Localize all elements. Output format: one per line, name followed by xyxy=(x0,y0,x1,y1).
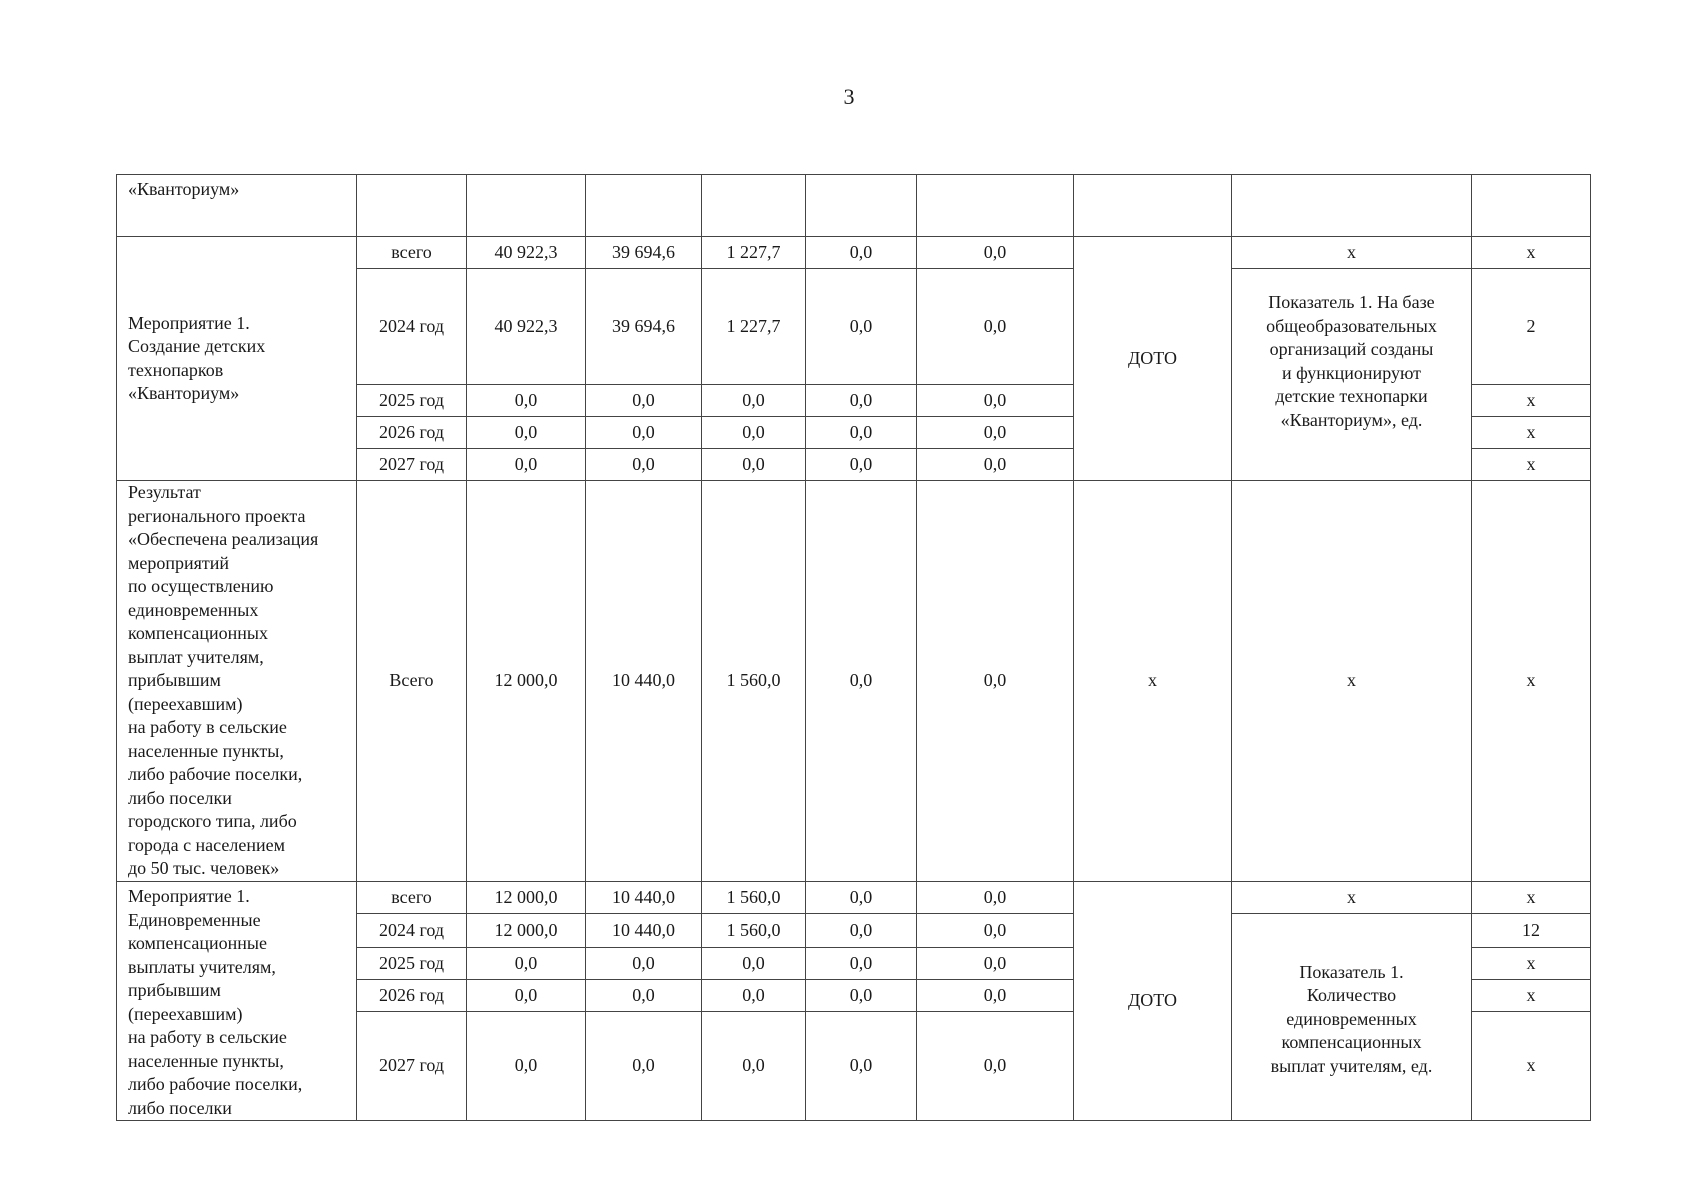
cell-value: 1 560,0 xyxy=(702,914,806,948)
cell-value: 0,0 xyxy=(586,385,702,417)
table-row xyxy=(117,882,1591,914)
cell-value: 0,0 xyxy=(917,980,1074,1012)
cell-period: 2025 год xyxy=(357,948,467,980)
cell-value: 0,0 xyxy=(467,980,586,1012)
cell-period: 2027 год xyxy=(357,449,467,481)
cell-value: 0,0 xyxy=(467,948,586,980)
cell-value: 0,0 xyxy=(702,385,806,417)
cell-period: 2024 год xyxy=(357,269,467,385)
cell-indicator-value: х xyxy=(1472,481,1591,882)
cell-value: 0,0 xyxy=(702,1012,806,1121)
cell-indicator-value: 12 xyxy=(1472,914,1591,948)
cell-period: 2025 год xyxy=(357,385,467,417)
cell-value: 0,0 xyxy=(917,269,1074,385)
cell-value: 0,0 xyxy=(702,417,806,449)
cell-value: 1 560,0 xyxy=(702,882,806,914)
cell-value: 0,0 xyxy=(467,385,586,417)
page-number: 3 xyxy=(843,84,855,109)
cell-value: 0,0 xyxy=(467,1012,586,1121)
cell-value: 40 922,3 xyxy=(467,269,586,385)
cell-value: 0,0 xyxy=(806,449,917,481)
cell-value: 1 227,7 xyxy=(702,237,806,269)
cell-period: 2027 год xyxy=(357,1012,467,1121)
cell-value: 0,0 xyxy=(806,481,917,882)
cell-value: 0,0 xyxy=(917,237,1074,269)
cell-value: 0,0 xyxy=(586,1012,702,1121)
cell-value: 39 694,6 xyxy=(586,269,702,385)
cell-value: 12 000,0 xyxy=(467,914,586,948)
cell-executor: ДОТО xyxy=(1074,237,1232,481)
cell-indicator-value: х xyxy=(1472,449,1591,481)
cell-indicator-value: х xyxy=(1472,417,1591,449)
cell-value: 0,0 xyxy=(917,417,1074,449)
cell-indicator-value: х xyxy=(1472,1012,1591,1121)
cell-value: 0,0 xyxy=(806,269,917,385)
cell-executor: х xyxy=(1074,481,1232,882)
cell-value: 10 440,0 xyxy=(586,914,702,948)
cell-indicator-value: х xyxy=(1472,948,1591,980)
cell-indicator-value: х xyxy=(1472,385,1591,417)
cell-value: 0,0 xyxy=(586,980,702,1012)
cell-value: 0,0 xyxy=(917,914,1074,948)
cell-period: Всего xyxy=(357,481,467,882)
cell-value: 0,0 xyxy=(917,449,1074,481)
cell-value: 0,0 xyxy=(702,449,806,481)
cell-indicator: х xyxy=(1232,237,1472,269)
cell-indicator: х xyxy=(1232,481,1472,882)
cell-indicator-value: х xyxy=(1472,882,1591,914)
cell-value: 12 000,0 xyxy=(467,882,586,914)
cell-indicator: х xyxy=(1232,882,1472,914)
cell-value: 0,0 xyxy=(806,948,917,980)
cell-value: 0,0 xyxy=(917,948,1074,980)
cell-continuation-name: «Кванториум» xyxy=(117,175,357,237)
cell-value: 10 440,0 xyxy=(586,882,702,914)
cell-value: 0,0 xyxy=(586,417,702,449)
cell-value: 12 000,0 xyxy=(467,481,586,882)
cell-indicator-value: х xyxy=(1472,237,1591,269)
table-row-result xyxy=(117,481,1591,882)
cell-period: 2024 год xyxy=(357,914,467,948)
cell-value: 0,0 xyxy=(586,948,702,980)
cell-indicator-value: х xyxy=(1472,980,1591,1012)
cell-indicator-value: 2 xyxy=(1472,269,1591,385)
cell-value: 0,0 xyxy=(702,980,806,1012)
cell-value: 39 694,6 xyxy=(586,237,702,269)
cell-value: 0,0 xyxy=(917,481,1074,882)
cell-activity-name: Мероприятие 1. Единовременные компенсационные выплаты учителям, прибывшим (переехавшим) на работу в сельские населенные пункты, либо рабочие поселки, либо поселки xyxy=(117,882,357,1121)
cell-indicator: Показатель 1. Количество единовременных компенсационных выплат учителям, ед. xyxy=(1232,914,1472,1121)
cell-value: 0,0 xyxy=(806,980,917,1012)
cell-executor: ДОТО xyxy=(1074,882,1232,1121)
cell-activity-name: Мероприятие 1. Создание детских технопарков «Кванториум» xyxy=(117,237,357,481)
cell-value: 0,0 xyxy=(917,1012,1074,1121)
cell-value: 0,0 xyxy=(467,417,586,449)
cell-value: 10 440,0 xyxy=(586,481,702,882)
cell-value: 0,0 xyxy=(806,417,917,449)
cell-value: 0,0 xyxy=(806,385,917,417)
cell-value: 0,0 xyxy=(917,385,1074,417)
financing-table xyxy=(116,174,1591,1121)
cell-period: 2026 год xyxy=(357,417,467,449)
cell-value: 0,0 xyxy=(806,882,917,914)
cell-value: 0,0 xyxy=(806,914,917,948)
cell-period: всего xyxy=(357,882,467,914)
cell-value: 0,0 xyxy=(586,449,702,481)
cell-value: 0,0 xyxy=(806,1012,917,1121)
cell-value: 0,0 xyxy=(702,948,806,980)
cell-value: 0,0 xyxy=(806,237,917,269)
table-row xyxy=(117,237,1591,269)
cell-period: 2026 год xyxy=(357,980,467,1012)
cell-value: 1 560,0 xyxy=(702,481,806,882)
cell-result-name: Результат регионального проекта «Обеспечена реализация мероприятий по осуществлению единовременных компенсационных выплат учителям, прибывшим (переехавшим) на работу в сельские населенные пункты, либо рабочие поселки, либо поселки городского типа, либо города с населением до 50 тыс. человек» xyxy=(117,481,357,882)
cell-indicator: Показатель 1. На базе общеобразовательных организаций созданы и функционируют детские технопарки «Кванториум», ед. xyxy=(1232,269,1472,481)
cell-value: 40 922,3 xyxy=(467,237,586,269)
table-row-continuation xyxy=(117,175,1591,237)
cell-value: 0,0 xyxy=(467,449,586,481)
cell-value: 1 227,7 xyxy=(702,269,806,385)
cell-value: 0,0 xyxy=(917,882,1074,914)
cell-period: всего xyxy=(357,237,467,269)
